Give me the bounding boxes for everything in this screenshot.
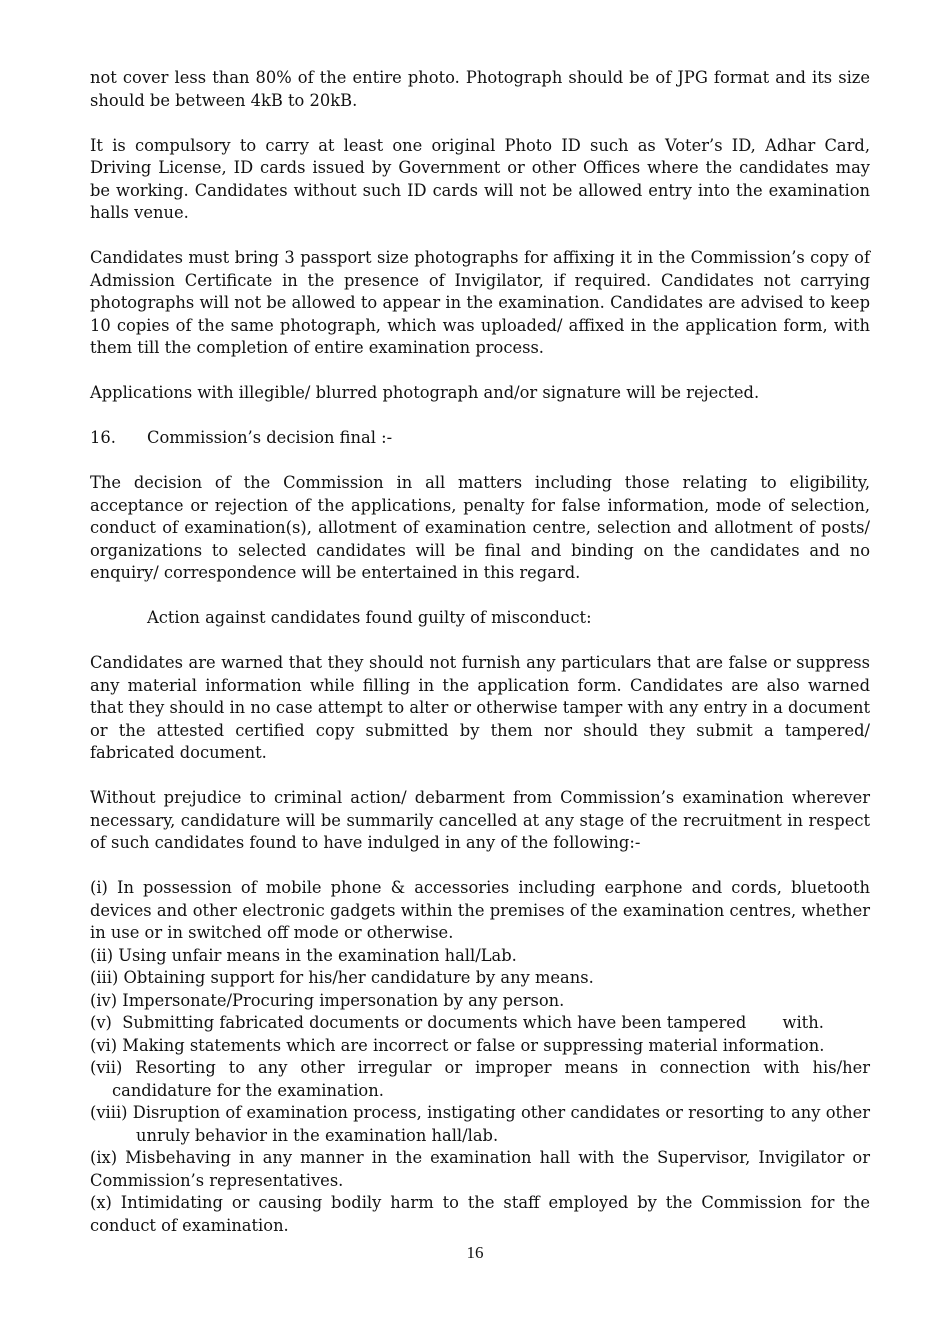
section-title: Commission’s decision final :-: [147, 428, 393, 447]
list-item: (v) Submitting fabricated documents or documents which have been tampered with.: [90, 1013, 824, 1032]
photo-id-paragraph: It is compulsory to carry at least one original Photo ID such as Voter’s ID, Adhar Card, Driving License, ID cards issued by Government or other Offices where the candidates may be working. Candidates without such ID cards will not be allowed entry into the examination halls venue.: [90, 135, 870, 222]
list-item: (vi) Making statements which are incorrect or false or suppressing material information.: [90, 1035, 825, 1055]
page-number: 16: [466, 1243, 484, 1262]
list-item: (vii) Resorting to any other irregular or improper means in connection with his/her candidature for the examination.: [90, 1058, 870, 1100]
misconduct-heading: Action against candidates found guilty of misconduct:: [147, 608, 592, 627]
section-16-body: The decision of the Commission in all matters including those relating to eligibility, acceptance or rejection of the applications, penalty for false information, mode of selection, conduct of examination(s), allotment of examination centre, selection and allotment of posts/ organizations to selected candidates will be final and binding on the candidates and no enquiry/ correspondence will be entertained in this regard.: [90, 473, 870, 582]
list-item: (viii) Disruption of examination process, instigating other candidates or resorting to any other unruly behavior in the examination hall/lab.: [90, 1103, 870, 1145]
photo-format-paragraph: not cover less than 80% of the entire photo. Photograph should be of JPG format and its size should be between 4kB to 20kB.: [90, 68, 870, 110]
passport-photos-paragraph: Candidates must bring 3 passport size photographs for affixing it in the Commission’s copy of Admission Certificate in the presence of Invigilator, if required. Candidates not carrying photographs will not be allowed to appear in the examination. Candidates are advised to keep 10 copies of the same photograph, which was uploaded/ affixed in the application form, with them till the completion of entire examination process.: [90, 248, 870, 357]
list-item: (iv) Impersonate/Procuring impersonation by any person.: [90, 990, 565, 1010]
misconduct-intro: Without prejudice to criminal action/ debarment from Commission’s examination wherever necessary, candidature will be summarily cancelled at any stage of the recruitment in respect of such candidates found to have indulged in any of the following:-: [90, 788, 870, 852]
list-item: (i) In possession of mobile phone & accessories including earphone and cords, bluetooth devices and other electronic gadgets within the premises of the examination centres, whether in use or in switched off mode or otherwise.: [90, 878, 870, 942]
section-16-heading: [90, 427, 870, 450]
illegible-paragraph: Applications with illegible/ blurred photograph and/or signature will be rejected.: [90, 383, 760, 402]
list-item: (ix) Misbehaving in any manner in the examination hall with the Supervisor, Invigilator or Commission’s representatives.: [90, 1148, 870, 1190]
list-item: (ii) Using unfair means in the examination hall/Lab.: [90, 945, 517, 965]
misconduct-warning: Candidates are warned that they should not furnish any particulars that are false or suppress any material information while filling in the application form. Candidates are also warned that they should in no case attempt to alter or otherwise tamper with any entry in a document or the attested certified copy submitted by them nor should they submit a tampered/ fabricated document.: [90, 653, 870, 762]
document-page: [90, 67, 870, 1237]
misconduct-list: [90, 877, 870, 1237]
list-item: (x) Intimidating or causing bodily harm to the staff employed by the Commission for the conduct of examination.: [90, 1193, 870, 1235]
list-item: (iii) Obtaining support for his/her candidature by any means.: [90, 968, 594, 987]
section-number: 16.: [90, 428, 116, 447]
